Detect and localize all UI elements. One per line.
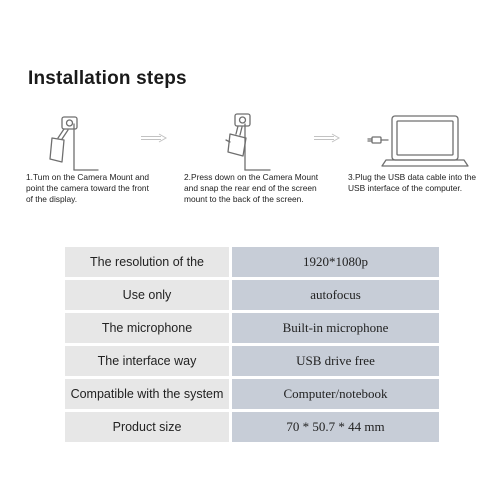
step-1-line-3: of the display. (26, 194, 78, 204)
spec-value: 70 * 50.7 * 44 mm (231, 411, 441, 444)
step-3-line-1: 3.Plug the USB data cable into the (348, 172, 477, 182)
table-row (64, 279, 441, 312)
spec-value: Computer/notebook (231, 378, 441, 411)
step-3-line-2: USB interface of the computer. (348, 183, 463, 193)
step-1-text (26, 172, 149, 205)
spec-label: Use only (64, 279, 231, 312)
table-row (64, 345, 441, 378)
step-1-line-1: 1.Tum on the Camera Mount and (26, 172, 150, 182)
spec-value: autofocus (231, 279, 441, 312)
spec-table (62, 244, 442, 445)
spec-value: USB drive free (231, 345, 441, 378)
step-2-line-1: 2.Press down on the Camera Mount (184, 172, 319, 182)
spec-value: 1920*1080p (231, 246, 441, 279)
arrow-right-icon (140, 133, 168, 143)
step-2-line-2: and snap the rear end of the screen (184, 183, 317, 193)
webcam-on-monitor-icon (46, 112, 100, 172)
page-title: Installation steps (28, 68, 187, 89)
step-3-text (348, 172, 476, 194)
spec-label: Product size (64, 411, 231, 444)
table-row (64, 246, 441, 279)
spec-label: Compatible with the system (64, 378, 231, 411)
step-1-line-2: point the camera toward the front (26, 183, 149, 193)
spec-label: The microphone (64, 312, 231, 345)
table-row (64, 312, 441, 345)
spec-label: The resolution of the (64, 246, 231, 279)
webcam-mount-pressed-icon (216, 110, 272, 172)
table-row (64, 378, 441, 411)
spec-value: Built-in microphone (231, 312, 441, 345)
spec-label: The interface way (64, 345, 231, 378)
step-2-line-3: mount to the back of the screen. (184, 194, 304, 204)
arrow-right-icon (313, 133, 341, 143)
step-2-text (184, 172, 318, 205)
table-row (64, 411, 441, 444)
laptop-usb-icon (364, 110, 476, 172)
